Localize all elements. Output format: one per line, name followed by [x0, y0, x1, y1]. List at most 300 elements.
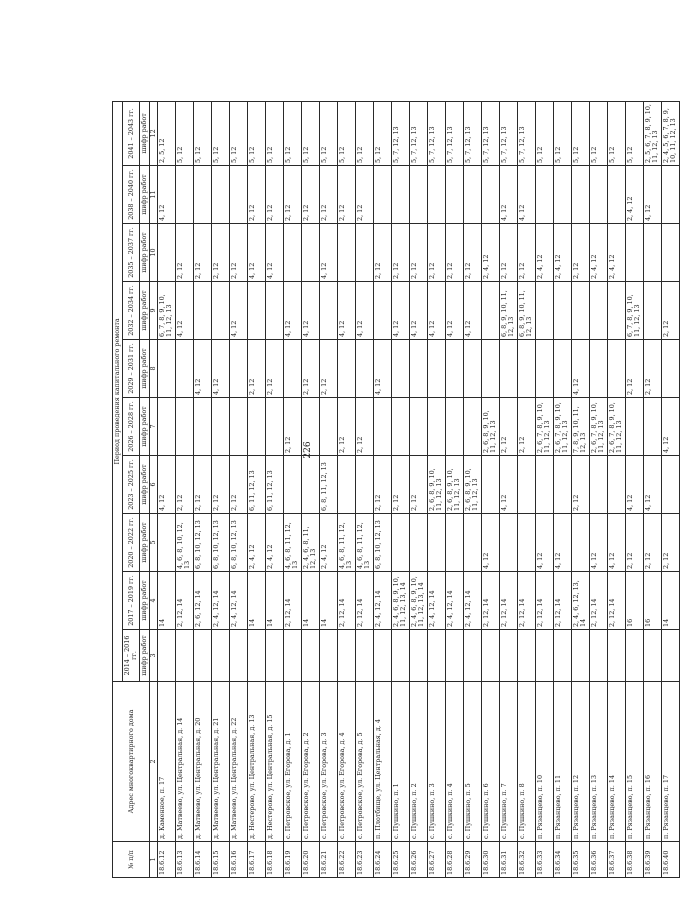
work-code-cell: 4, 12 [428, 282, 446, 340]
work-code-cell [392, 398, 410, 456]
work-code-cell [590, 630, 608, 682]
period-header: 2026 – 2028 гг. [123, 398, 140, 456]
work-code-cell [464, 630, 482, 682]
row-number: 18.6.30 [482, 842, 500, 878]
work-code-cell [662, 166, 680, 224]
period-header: 2017 – 2019 гг. [123, 572, 140, 630]
work-code-cell [446, 630, 464, 682]
work-code-cell [482, 166, 500, 224]
row-number: 18.6.25 [392, 842, 410, 878]
work-code-cell: 2, 12 [410, 456, 428, 514]
work-code-cell: 4, 12 [500, 456, 518, 514]
work-code-cell [518, 456, 536, 514]
work-code-cell: 5, 12 [590, 101, 608, 165]
work-code-cell [536, 166, 554, 224]
work-code-cell [536, 456, 554, 514]
row-number: 18.6.38 [626, 842, 644, 878]
period-header: 2032 – 2034 гг. [123, 282, 140, 340]
address-cell: п. Плотбище, ул. Центральная, д. 4 [374, 682, 392, 842]
work-code-cell [338, 340, 356, 398]
work-code-cell: 2, 6, 8, 9, 10, 11, 12, 13 [446, 456, 464, 514]
work-code-cell: 2, 4, 12, 14 [428, 572, 446, 630]
row-number: 18.6.21 [320, 842, 338, 878]
row-number: 18.6.16 [230, 842, 248, 878]
work-code-cell: 2, 12 [194, 456, 212, 514]
work-code-cell: 2, 12, 14 [500, 572, 518, 630]
work-code-cell [428, 514, 446, 572]
work-code-cell [572, 514, 590, 572]
address-cell: п. Рязанцево, п. 13 [590, 682, 608, 842]
column-index-cell: 10 [150, 224, 158, 282]
address-cell: д. Нестерово, ул. Центральная, д. 15 [266, 682, 284, 842]
work-code-cell [158, 630, 176, 682]
work-code-cell: 2, 12 [392, 456, 410, 514]
work-code-cell: 6, 7, 8, 9, 10, 11, 12, 13 [626, 282, 644, 340]
row-number: 18.6.29 [464, 842, 482, 878]
work-code-cell [590, 282, 608, 340]
work-code-cell: 2, 6, 8, 9, 10, 11, 12, 13 [464, 456, 482, 514]
address-cell: с. Пушкино, п. 1 [392, 682, 410, 842]
work-code-cell: 2, 12 [356, 398, 374, 456]
work-code-cell: 4, 12 [158, 456, 176, 514]
work-code-cell: 5, 7, 12, 13 [428, 101, 446, 165]
work-code-cell: 2, 4, 12 [608, 224, 626, 282]
subheader-cell: шифр работ [140, 630, 150, 682]
work-code-cell [230, 398, 248, 456]
work-code-cell [626, 630, 644, 682]
work-code-cell: 2, 12 [356, 166, 374, 224]
table-row [266, 101, 284, 877]
work-code-cell [266, 630, 284, 682]
capital-repair-schedule-table [112, 101, 680, 878]
row-number: 18.6.14 [194, 842, 212, 878]
work-code-cell: 2, 12 [320, 340, 338, 398]
work-code-cell [500, 630, 518, 682]
row-number: 18.6.27 [428, 842, 446, 878]
work-code-cell: 14 [320, 572, 338, 630]
work-code-cell [590, 456, 608, 514]
work-code-cell [536, 282, 554, 340]
column-index-cell: 6 [150, 456, 158, 514]
period-header: 2020 – 2022 гг. [123, 514, 140, 572]
work-code-cell: 2, 12 [644, 340, 662, 398]
work-code-cell: 4, 12 [518, 166, 536, 224]
row-number: 18.6.31 [500, 842, 518, 878]
work-code-cell [194, 398, 212, 456]
table-header [113, 101, 158, 877]
address-header: Адрес многоквартирного дома [113, 682, 150, 842]
work-code-cell [374, 398, 392, 456]
work-code-cell [554, 630, 572, 682]
work-code-cell [590, 166, 608, 224]
work-code-cell [338, 456, 356, 514]
work-code-cell [374, 630, 392, 682]
work-code-cell: 2, 12 [284, 398, 302, 456]
subheader-cell: шифр работ [140, 514, 150, 572]
work-code-cell [410, 166, 428, 224]
landscape-page [112, 102, 677, 878]
work-code-cell: 2, 4, 12, 14 [374, 572, 392, 630]
work-code-cell [176, 398, 194, 456]
work-code-cell: 2, 12 [662, 282, 680, 340]
work-code-cell: 2, 12 [464, 224, 482, 282]
work-code-cell: 4, 12 [338, 282, 356, 340]
work-code-cell: 4, 12 [644, 166, 662, 224]
work-code-cell [158, 224, 176, 282]
work-code-cell [302, 456, 320, 514]
work-code-cell: 4, 12 [536, 514, 554, 572]
row-number: 18.6.22 [338, 842, 356, 878]
work-code-cell: 7, 8, 9, 10, 11, 12, 13 [572, 398, 590, 456]
work-code-cell [500, 340, 518, 398]
work-code-cell [554, 282, 572, 340]
address-cell: с. Пушкино, п. 7 [500, 682, 518, 842]
work-code-cell [662, 630, 680, 682]
row-number: 18.6.15 [212, 842, 230, 878]
address-cell: с. Пушкино, п. 8 [518, 682, 536, 842]
work-code-cell [410, 630, 428, 682]
work-code-cell [248, 282, 266, 340]
work-code-cell: 2, 4, 12 [320, 514, 338, 572]
table-row [608, 101, 626, 877]
work-code-cell: 2, 6, 7, 8, 9, 10, 11, 12, 13 [590, 398, 608, 456]
work-code-cell: 2, 4, 5, 6, 7, 8, 9, 10, 11, 12, 13 [662, 101, 680, 165]
work-code-cell [590, 340, 608, 398]
address-cell: с. Петровское, ул. Егорова, д. 1 [284, 682, 302, 842]
work-code-cell [536, 340, 554, 398]
column-index-cell: 12 [150, 101, 158, 165]
work-code-cell: 4, 12 [500, 166, 518, 224]
work-code-cell: 5, 12 [176, 101, 194, 165]
row-number: 18.6.18 [266, 842, 284, 878]
work-code-cell: 2, 4, 6, 8, 11, 12, 13 [302, 514, 320, 572]
work-code-cell: 2, 4, 12 [590, 224, 608, 282]
work-code-cell: 5, 12 [608, 101, 626, 165]
work-code-cell [644, 224, 662, 282]
work-code-cell: 2, 12 [446, 224, 464, 282]
work-code-cell [410, 514, 428, 572]
work-code-cell: 2, 4, 12 [626, 166, 644, 224]
row-number: 18.6.33 [536, 842, 554, 878]
work-code-cell [428, 166, 446, 224]
table-row [230, 101, 248, 877]
table-row [464, 101, 482, 877]
work-code-cell: 4, 12 [572, 340, 590, 398]
work-code-cell: 2, 12 [644, 514, 662, 572]
work-code-cell: 5, 12 [554, 101, 572, 165]
column-index-cell: 4 [150, 572, 158, 630]
column-index-cell: 7 [150, 398, 158, 456]
table-row [518, 101, 536, 877]
work-code-cell [230, 630, 248, 682]
table-row [554, 101, 572, 877]
work-code-cell [626, 224, 644, 282]
work-code-cell: 4, 12 [554, 514, 572, 572]
work-code-cell [302, 398, 320, 459]
work-code-cell: 2, 6, 7, 8, 9, 10, 11, 12, 13 [536, 398, 554, 456]
work-code-cell: 2, 12 [518, 398, 536, 456]
work-code-cell: 4, 12 [590, 514, 608, 572]
table-row [302, 101, 320, 877]
work-code-cell [482, 456, 500, 514]
table-row [500, 101, 518, 877]
work-code-cell: 4, 12 [266, 224, 284, 282]
work-code-cell: 5, 7, 12, 13 [392, 101, 410, 165]
table-row [590, 101, 608, 877]
row-number: 18.6.13 [176, 842, 194, 878]
work-code-cell: 5, 12 [320, 101, 338, 165]
work-code-cell: 2, 5, 12 [158, 101, 176, 165]
work-code-cell [158, 340, 176, 398]
address-cell: с. Пушкино, п. 2 [410, 682, 428, 842]
work-code-cell: 6, 8, 10, 12, 13 [374, 514, 392, 572]
work-code-cell: 2, 12 [374, 224, 392, 282]
work-code-cell [302, 630, 320, 682]
work-code-cell: 14 [662, 572, 680, 630]
table-row [374, 101, 392, 877]
work-code-cell: 2, 4, 12 [482, 224, 500, 282]
address-cell: д. Матвеево, ул. Центральная, д. 20 [194, 682, 212, 842]
work-code-cell: 2, 4, 12 [248, 514, 266, 572]
work-code-cell: 2, 12 [392, 224, 410, 282]
address-cell: с. Петровское, ул. Егорова, д. 4 [338, 682, 356, 842]
period-header: 2023 – 2025 гг. [123, 456, 140, 514]
subheader-cell: шифр работ [140, 282, 150, 340]
work-code-cell: 5, 12 [536, 101, 554, 165]
work-code-cell: 2, 12, 14 [338, 572, 356, 630]
work-code-cell [374, 282, 392, 340]
work-code-cell [284, 224, 302, 282]
address-cell: п. Рязанцево, п. 14 [608, 682, 626, 842]
work-code-cell: 2, 12 [284, 166, 302, 224]
work-code-cell: 5, 7, 12, 13 [518, 101, 536, 165]
address-cell: с. Пушкино, п. 3 [428, 682, 446, 842]
work-code-cell [248, 630, 266, 682]
work-code-cell [428, 398, 446, 456]
column-index-cell: 11 [150, 166, 158, 224]
work-code-cell: 2, 4, 12, 14 [446, 572, 464, 630]
work-code-cell: 5, 12 [572, 101, 590, 165]
table-row [446, 101, 464, 877]
work-code-cell [212, 630, 230, 682]
work-code-cell: 2, 4, 12, 14 [230, 572, 248, 630]
work-code-cell [446, 166, 464, 224]
work-code-cell: 5, 12 [338, 101, 356, 165]
table-row [248, 101, 266, 877]
table-row [536, 101, 554, 877]
work-code-cell [158, 514, 176, 572]
table-row [662, 101, 680, 877]
work-code-cell [392, 166, 410, 224]
work-code-cell: 4, 12 [626, 456, 644, 514]
work-code-cell: 2, 12 [248, 340, 266, 398]
row-number: 18.6.17 [248, 842, 266, 878]
work-code-cell: 5, 7, 12, 13 [482, 101, 500, 165]
work-code-cell [536, 630, 554, 682]
work-code-cell: 4, 6, 8, 11, 12, 13 [338, 514, 356, 572]
work-code-cell: 4, 12 [608, 514, 626, 572]
period-header: 2038 – 2040 гг. [123, 166, 140, 224]
work-code-cell [338, 224, 356, 282]
work-code-cell: 2, 12 [230, 224, 248, 282]
work-code-cell: 2, 12 [212, 456, 230, 514]
work-code-cell [356, 340, 374, 398]
work-code-cell [644, 398, 662, 456]
address-cell: д. Матвеево, ул. Центральная, д. 21 [212, 682, 230, 842]
work-code-cell [212, 282, 230, 340]
table-row [626, 101, 644, 877]
work-code-cell [176, 166, 194, 224]
work-code-cell: 2, 12 [428, 224, 446, 282]
work-code-cell: 2, 6, 7, 8, 9, 10, 11, 12, 13 [554, 398, 572, 456]
work-code-cell: 2, 5, 6, 7, 8, 9, 10, 11, 12, 13 [644, 101, 662, 165]
subheader-cell: шифр работ [140, 224, 150, 282]
work-code-cell: 2, 4, 12, 14 [464, 572, 482, 630]
address-cell: п. Рязанцево, п. 12 [572, 682, 590, 842]
work-code-cell [230, 340, 248, 398]
work-code-cell: 6, 8, 10, 12, 13 [230, 514, 248, 572]
address-cell: с. Петровское, ул. Егорова, д. 2 [302, 682, 320, 842]
address-cell: д. Нестерово, ул. Центральная, д. 13 [248, 682, 266, 842]
work-code-cell [266, 282, 284, 340]
work-code-cell: 2, 12 [302, 166, 320, 224]
period-header: 2041 – 2043 гг. [123, 101, 140, 165]
work-code-cell [482, 282, 500, 340]
table-body [158, 101, 680, 877]
work-code-cell: 2, 12 [230, 456, 248, 514]
work-code-cell: 4, 12 [302, 282, 320, 340]
work-code-cell: 4, 12 [212, 340, 230, 398]
table-row [482, 101, 500, 877]
work-code-cell [194, 166, 212, 224]
work-code-cell: 4, 12 [446, 282, 464, 340]
column-index-cell: 8 [150, 340, 158, 398]
work-code-cell: 2, 12 [572, 456, 590, 514]
work-code-cell [356, 224, 374, 282]
work-code-cell: 2, 12 [410, 224, 428, 282]
table-row [194, 101, 212, 877]
work-code-cell: 5, 12 [212, 101, 230, 165]
work-code-cell [284, 630, 302, 682]
work-code-cell: 2, 12 [212, 224, 230, 282]
table-row [176, 101, 194, 877]
work-code-cell: 6, 8, 11, 12, 13 [320, 456, 338, 514]
row-number: 18.6.39 [644, 842, 662, 878]
address-cell: с. Петровское, ул. Егорова, д. 5 [356, 682, 374, 842]
column-index-row [150, 101, 158, 877]
work-code-cell [608, 340, 626, 398]
work-code-cell [176, 340, 194, 398]
work-code-cell: 6, 11, 12, 13 [248, 456, 266, 514]
address-cell: п. Рязанцево, п. 17 [662, 682, 680, 842]
work-code-cell: 2, 12 [626, 514, 644, 572]
table-row [212, 101, 230, 877]
work-code-cell: 2, 12 [626, 340, 644, 398]
work-code-cell [554, 456, 572, 514]
work-code-cell [266, 398, 284, 456]
address-cell: п. Рязанцево, п. 16 [644, 682, 662, 842]
work-code-cell: 4, 12 [410, 282, 428, 340]
work-code-cell: 4, 12 [248, 224, 266, 282]
period-group-header: Период проведения капитального ремонта [113, 101, 123, 681]
work-code-cell: 2, 12 [572, 224, 590, 282]
subheader-cell: шифр работ [140, 166, 150, 224]
work-code-cell: 5, 12 [284, 101, 302, 165]
work-code-cell: 2, 4, 6, 8, 9, 10, 11, 12, 13, 14 [392, 572, 410, 630]
work-code-cell: 4, 12 [662, 398, 680, 456]
subheader-cell: шифр работ [140, 572, 150, 630]
work-code-cell: 4, 12 [356, 282, 374, 340]
period-header: 2014 – 2016 гг. [123, 630, 140, 682]
rotated-table-frame [112, 102, 677, 878]
period-header: 2035 – 2037 гг. [123, 224, 140, 282]
work-code-cell: 2, 4, 12 [554, 224, 572, 282]
address-cell: с. Петровское, ул. Егорова, д. 3 [320, 682, 338, 842]
address-cell: п. Рязанцево, п. 11 [554, 682, 572, 842]
work-code-cell: 6, 8, 10, 12, 13 [212, 514, 230, 572]
row-number: 18.6.24 [374, 842, 392, 878]
work-code-cell [662, 456, 680, 514]
work-code-cell [212, 398, 230, 456]
work-code-cell [608, 166, 626, 224]
work-code-cell: 2, 12 [662, 514, 680, 572]
row-number: 18.6.23 [356, 842, 374, 878]
work-code-cell: 2, 4, 12, 14 [212, 572, 230, 630]
work-code-cell [410, 340, 428, 398]
row-number: 18.6.12 [158, 842, 176, 878]
work-code-cell: 2, 12 [302, 340, 320, 398]
work-code-cell [626, 398, 644, 456]
work-code-cell: 4, 12 [284, 282, 302, 340]
work-code-cell [608, 456, 626, 514]
work-code-cell: 2, 4, 6, 8, 9, 10, 11, 12, 13, 14 [410, 572, 428, 630]
work-code-cell [284, 456, 302, 514]
table-row [158, 101, 176, 877]
work-code-cell: 5, 12 [626, 101, 644, 165]
work-code-cell: 2, 4, 12 [536, 224, 554, 282]
work-code-cell: 4, 6, 8, 10, 12, 13 [176, 514, 194, 572]
table-row [284, 101, 302, 877]
work-code-cell [482, 630, 500, 682]
work-code-cell [320, 630, 338, 682]
work-code-cell [392, 514, 410, 572]
work-code-cell [482, 340, 500, 398]
address-cell: д. Матвеево, ул. Центральная, д. 14 [176, 682, 194, 842]
work-code-cell [446, 398, 464, 456]
work-code-cell: 2, 12 [338, 166, 356, 224]
work-code-cell: 2, 12, 14 [482, 572, 500, 630]
work-code-cell: 2, 6, 12, 14 [194, 572, 212, 630]
work-code-cell [230, 166, 248, 224]
work-code-cell: 5, 7, 12, 13 [464, 101, 482, 165]
work-code-cell: 16 [644, 572, 662, 630]
work-code-cell: 4, 12 [176, 282, 194, 340]
work-code-cell [518, 514, 536, 572]
work-code-cell: 2, 12 [500, 398, 518, 456]
work-code-cell: 2, 12 [500, 224, 518, 282]
work-code-cell: 4, 6, 8, 11, 12, 13 [356, 514, 374, 572]
row-number: 18.6.35 [572, 842, 590, 878]
work-code-cell: 2, 12 [518, 224, 536, 282]
subheader-cell: шифр работ [140, 101, 150, 165]
column-index-cell: 2 [150, 682, 158, 842]
work-code-cell [176, 630, 194, 682]
work-code-cell: 2, 6, 8, 9, 10, 11, 12, 13 [482, 398, 500, 456]
work-code-cell [662, 224, 680, 282]
row-number: 18.6.32 [518, 842, 536, 878]
work-code-cell [464, 398, 482, 456]
work-code-cell: 6, 8, 10, 12, 13 [194, 514, 212, 572]
